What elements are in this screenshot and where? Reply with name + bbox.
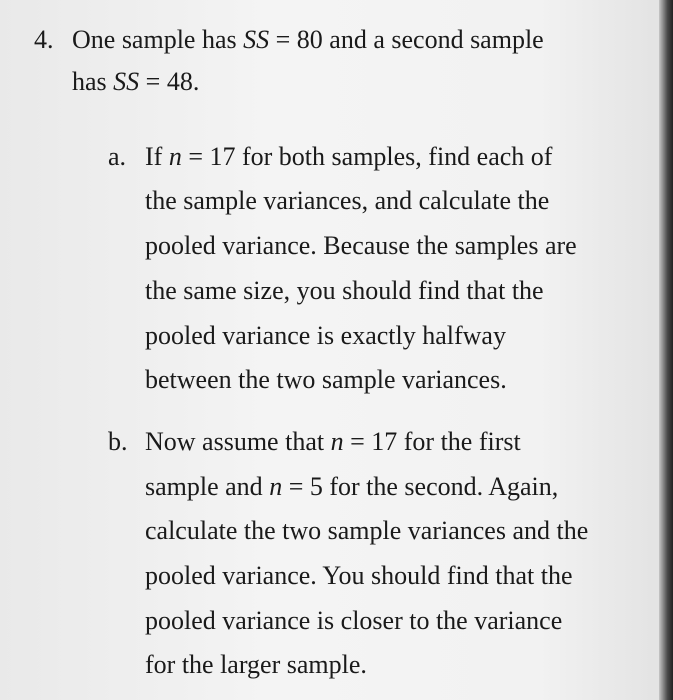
part-a-line: pooled variance. Because the samples are [145,231,577,260]
part-b-line: pooled variance is closer to the variance [145,606,563,635]
intro-line: has SS = 48. [72,67,200,96]
part-b-line: calculate the two sample variances and the [145,516,589,545]
page-edge-shadow [659,0,673,700]
part-a-line: the same size, you should find that the [145,276,544,305]
part-b-line: for the larger sample. [145,650,367,679]
part-b-line: Now assume that n = 17 for the first [145,427,521,456]
intro-line: One sample has SS = 80 and a second sample [72,25,544,54]
part-a-label: a. [108,142,127,171]
problem-number: 4. [34,25,54,54]
part-a-line: pooled variance is exactly halfway [145,321,506,350]
part-b-label: b. [108,427,128,456]
part-a-line: the sample variances, and calculate the [145,186,550,215]
part-a-line: If n = 17 for both samples, find each of [145,142,553,171]
part-a-line: between the two sample variances. [145,365,507,394]
part-b-line: sample and n = 5 for the second. Again, [145,472,559,501]
part-b-line: pooled variance. You should find that the [145,561,573,590]
